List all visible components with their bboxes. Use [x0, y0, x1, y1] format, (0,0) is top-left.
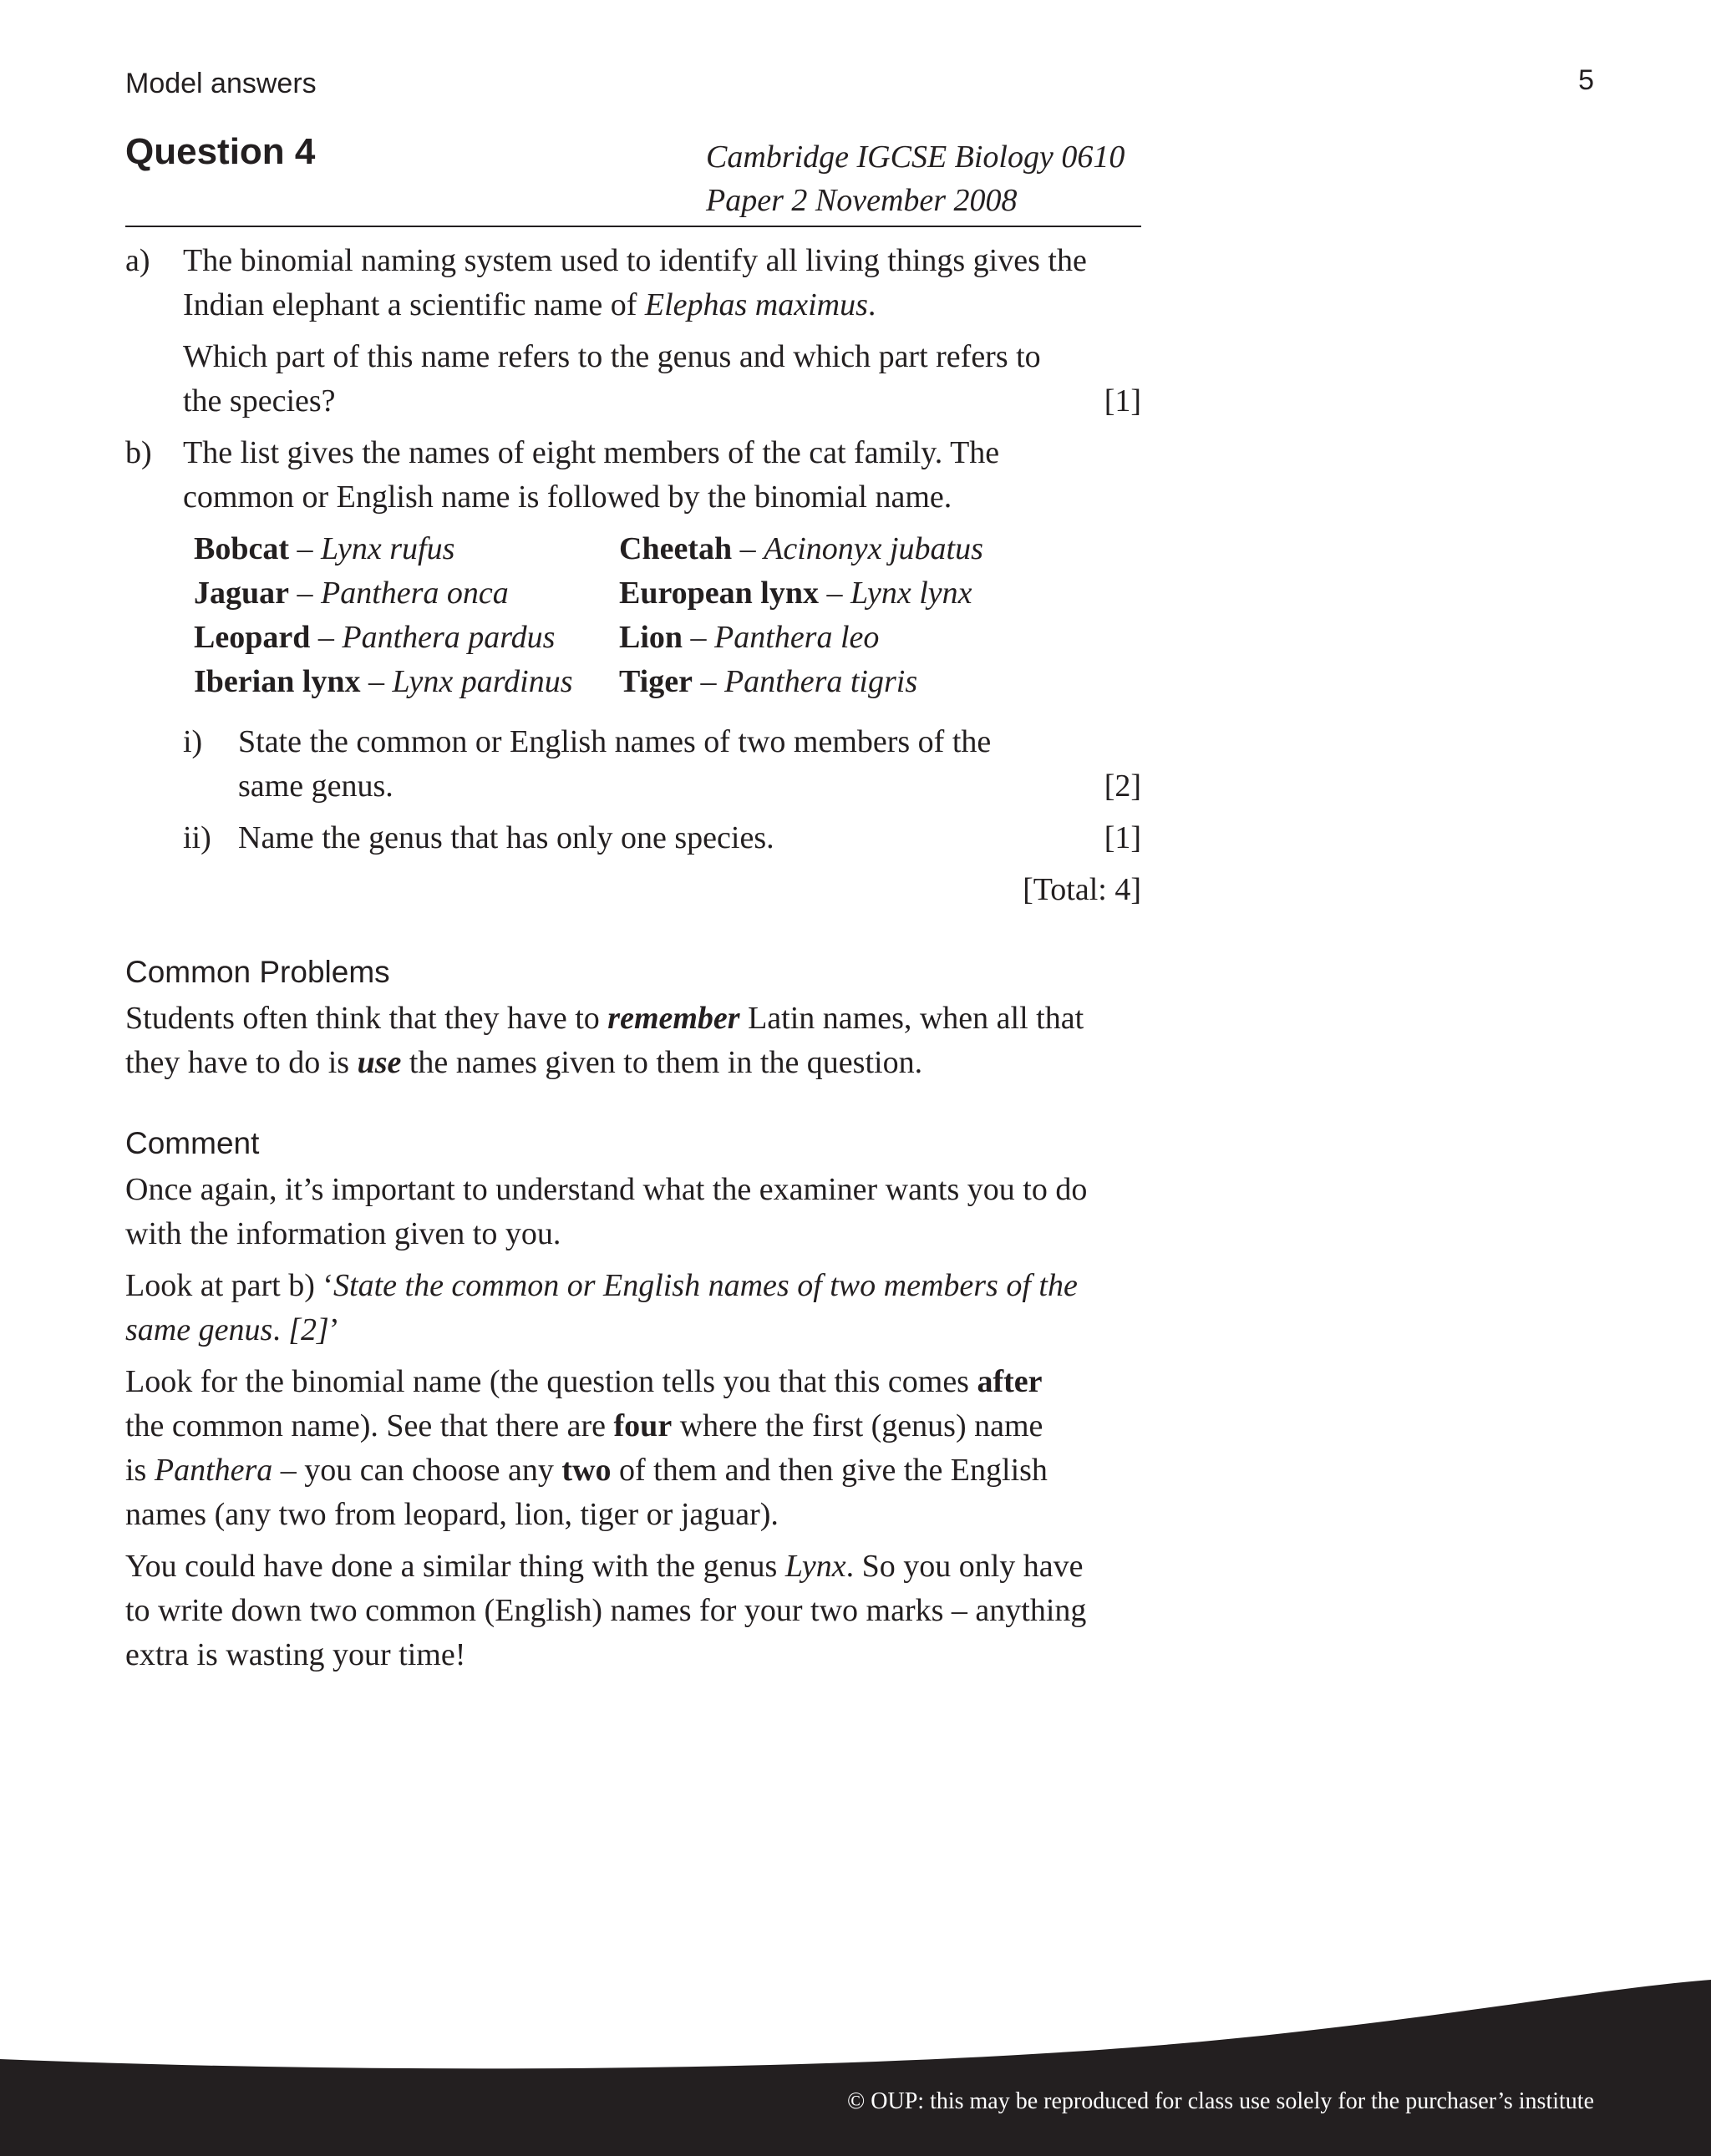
source-citation — [706, 135, 1125, 222]
part-b-ii-text: Name the genus that has only one species. — [238, 820, 774, 855]
part-a-label: a) — [125, 243, 150, 278]
part-b-i-mark: [2] — [1104, 769, 1141, 804]
cat-entry: Jaguar – Panthera onca — [194, 576, 509, 611]
part-a-question-line-1: Which part of this name refers to the genus and which part refers to — [183, 339, 1041, 374]
comment-p3-line-2: the common name). See that there are four where the first (genus) name — [125, 1408, 1043, 1443]
part-b-ii-mark: [1] — [1104, 820, 1141, 855]
comment-p3-line-3: is Panthera – you can choose any two of them and then give the English — [125, 1453, 1048, 1488]
part-b-ii-label: ii) — [183, 820, 211, 855]
part-a-line-2-end: . — [867, 287, 876, 322]
part-a-question-line-2: the species? — [183, 383, 336, 419]
part-b-i-label: i) — [183, 724, 203, 759]
common-problems-heading: Common Problems — [125, 955, 390, 989]
page-number: 5 — [1578, 64, 1594, 96]
comment-p4-line-2: to write down two common (English) names for your two marks – anything — [125, 1593, 1087, 1628]
footer-band — [0, 1980, 1711, 2156]
cat-entry: Tiger – Panthera tigris — [619, 664, 918, 699]
source-line-1: Cambridge IGCSE Biology 0610 — [706, 140, 1125, 175]
part-b-line-2: common or English name is followed by the binomial name. — [183, 479, 952, 515]
part-b-line-1: The list gives the names of eight members of the cat family. The — [183, 435, 1000, 470]
comment-p2-line-2: same genus. [2]’ — [125, 1312, 340, 1347]
part-a-line-2-text: Indian elephant a scientific name of — [183, 287, 645, 322]
copyright-notice: © OUP: this may be reproduced for class use solely for the purchaser’s institute — [847, 2088, 1594, 2114]
part-b-i-line-2: same genus. — [238, 769, 393, 804]
comment-p3-line-4: names (any two from leopard, lion, tiger or jaguar). — [125, 1497, 779, 1532]
comment-p2-line-1: Look at part b) ‘State the common or English names of two members of the — [125, 1268, 1078, 1303]
source-line-2: Paper 2 November 2008 — [706, 183, 1018, 218]
cat-entry: Leopard – Panthera pardus — [194, 620, 556, 655]
comment-p3-line-1: Look for the binomial name (the question tells you that this comes after — [125, 1364, 1043, 1399]
cat-entry: European lynx – Lynx lynx — [619, 576, 972, 611]
header-rule — [125, 226, 1141, 227]
part-a-line-2 — [183, 283, 876, 327]
part-b-label: b) — [125, 435, 152, 470]
cat-entry: Cheetah – Acinonyx jubatus — [619, 531, 983, 566]
cat-entry: Bobcat – Lynx rufus — [194, 531, 455, 566]
question-title: Question 4 — [125, 131, 316, 172]
comment-p1-line-1: Once again, it’s important to understand what the examiner wants you to do — [125, 1172, 1088, 1207]
comment-heading: Comment — [125, 1126, 260, 1160]
comment-p4-line-1: You could have done a similar thing with the genus Lynx. So you only have — [125, 1549, 1084, 1584]
scientific-name: Elephas maximus — [644, 287, 868, 322]
running-head: Model answers — [125, 68, 317, 99]
cat-entry: Iberian lynx – Lynx pardinus — [194, 664, 573, 699]
common-problems-line-2: they have to do is use the names given to them in the question. — [125, 1045, 923, 1080]
part-a-line-1: The binomial naming system used to identify all living things gives the — [183, 243, 1087, 278]
total-marks: [Total: 4] — [1023, 872, 1141, 907]
common-problems-line-1: Students often think that they have to remember Latin names, when all that — [125, 1001, 1084, 1036]
cat-entry: Lion – Panthera leo — [619, 620, 880, 655]
part-b-i-line-1: State the common or English names of two members of the — [238, 724, 992, 759]
part-a-mark: [1] — [1104, 383, 1141, 419]
comment-p4-line-3: extra is wasting your time! — [125, 1637, 466, 1672]
comment-p1-line-2: with the information given to you. — [125, 1216, 561, 1251]
